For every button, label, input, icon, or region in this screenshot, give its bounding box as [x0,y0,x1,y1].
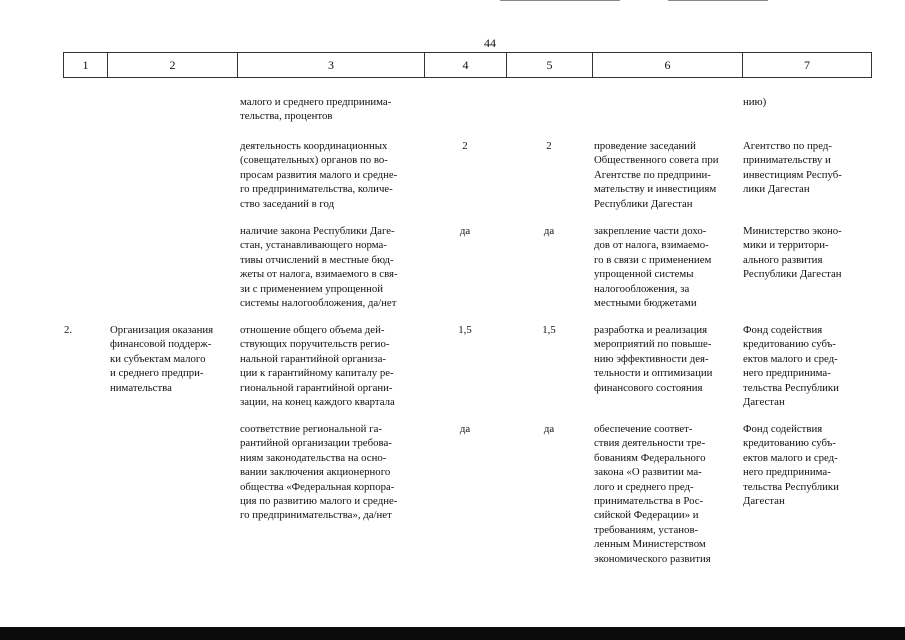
value-current-cell: да [459,225,471,237]
action-cell: разработка и реализация мероприятий по повыше- нию эффективности дея- тельности и оптимизации финансового состояния [594,324,713,394]
header-col-3: 3 [237,53,424,77]
value-current-cell: 2 [462,140,468,152]
value-target-cell: да [543,423,555,435]
header-col-5: 5 [506,53,592,77]
action-cell: обеспечение соответ- ствия деятельности тре- бованиям Федерального закона «О развитии ма- лого и среднего пред- принимательства в Рос- сийской Федерации» и требованиям, установ- ленным Министерством экономического развития [594,423,711,565]
executor-cell: Фонд содействия кредитованию субъ- ектов малого и сред- него предпринима- тельства Республики Дагестан [743,324,839,409]
indicator-cell: деятельность координационных (совещательных) органов по во- просам развития малого и средне- го предпринимательства, количе- ство заседаний в год [240,140,398,210]
value-current-cell: 1,5 [458,324,472,336]
value-current-cell: да [459,423,471,435]
scan-bottom-edge [0,627,905,640]
header-col-7: 7 [742,53,872,77]
indicator-cell: наличие закона Республики Даге- стан, устанавливающего норма- тивы отчислений в местные бюд- жеты от налога, взимаемого в свя- зи с применением упрощенной системы налогообложения, да/нет [240,225,398,310]
executor-cell: Агентство по пред- принимательству и инвестициям Респуб- лики Дагестан [743,140,842,196]
header-col-1: 1 [63,53,107,77]
indicator-cell: малого и среднего предпринима- тельства, процентов [240,96,392,123]
action-cell: закрепление части дохо- дов от налога, взимаемо- го в связи с применением упрощенной системы налогообложения, за местными бюджетами [594,225,712,310]
executor-cell: Министерство эконо- мики и территори- ального развития Республики Дагестан [743,225,842,281]
value-target-cell: 2 [546,140,552,152]
header-col-4: 4 [424,53,506,77]
header-col-6: 6 [592,53,742,77]
page-number: 44 [484,36,496,50]
value-target-cell: 1,5 [542,324,556,336]
measure-name-cell: Организация оказания финансовой поддерж- ки субъектам малого и среднего предпри- нимательства [110,324,214,394]
scan-top-rule [668,0,768,1]
indicator-cell: отношение общего объема дей- ствующих поручительств регио- нальной гарантийной организа- ции к гарантийному капиталу ре- гиональной гарантийной органи- зации, на конец каждого квартала [240,324,395,409]
table-header [63,52,872,78]
indicator-cell: соответствие региональной га- рантийной организации требова- ниям законодательства на осно- вании заключения акционерного общества «Федеральная корпора- ция по развитию малого и средне- го предпринимательства», да/нет [240,423,398,522]
header-col-2: 2 [107,53,237,77]
executor-cell: нию) [743,96,767,108]
value-target-cell: да [543,225,555,237]
row-number-cell: 2. [64,324,73,336]
executor-cell: Фонд содействия кредитованию субъ- ектов малого и сред- него предпринима- тельства Республики Дагестан [743,423,839,508]
scan-top-rule [500,0,620,1]
action-cell: проведение заседаний Общественного совета при Агентстве по предприни- мательству и инвестициям Республики Дагестан [594,140,719,210]
